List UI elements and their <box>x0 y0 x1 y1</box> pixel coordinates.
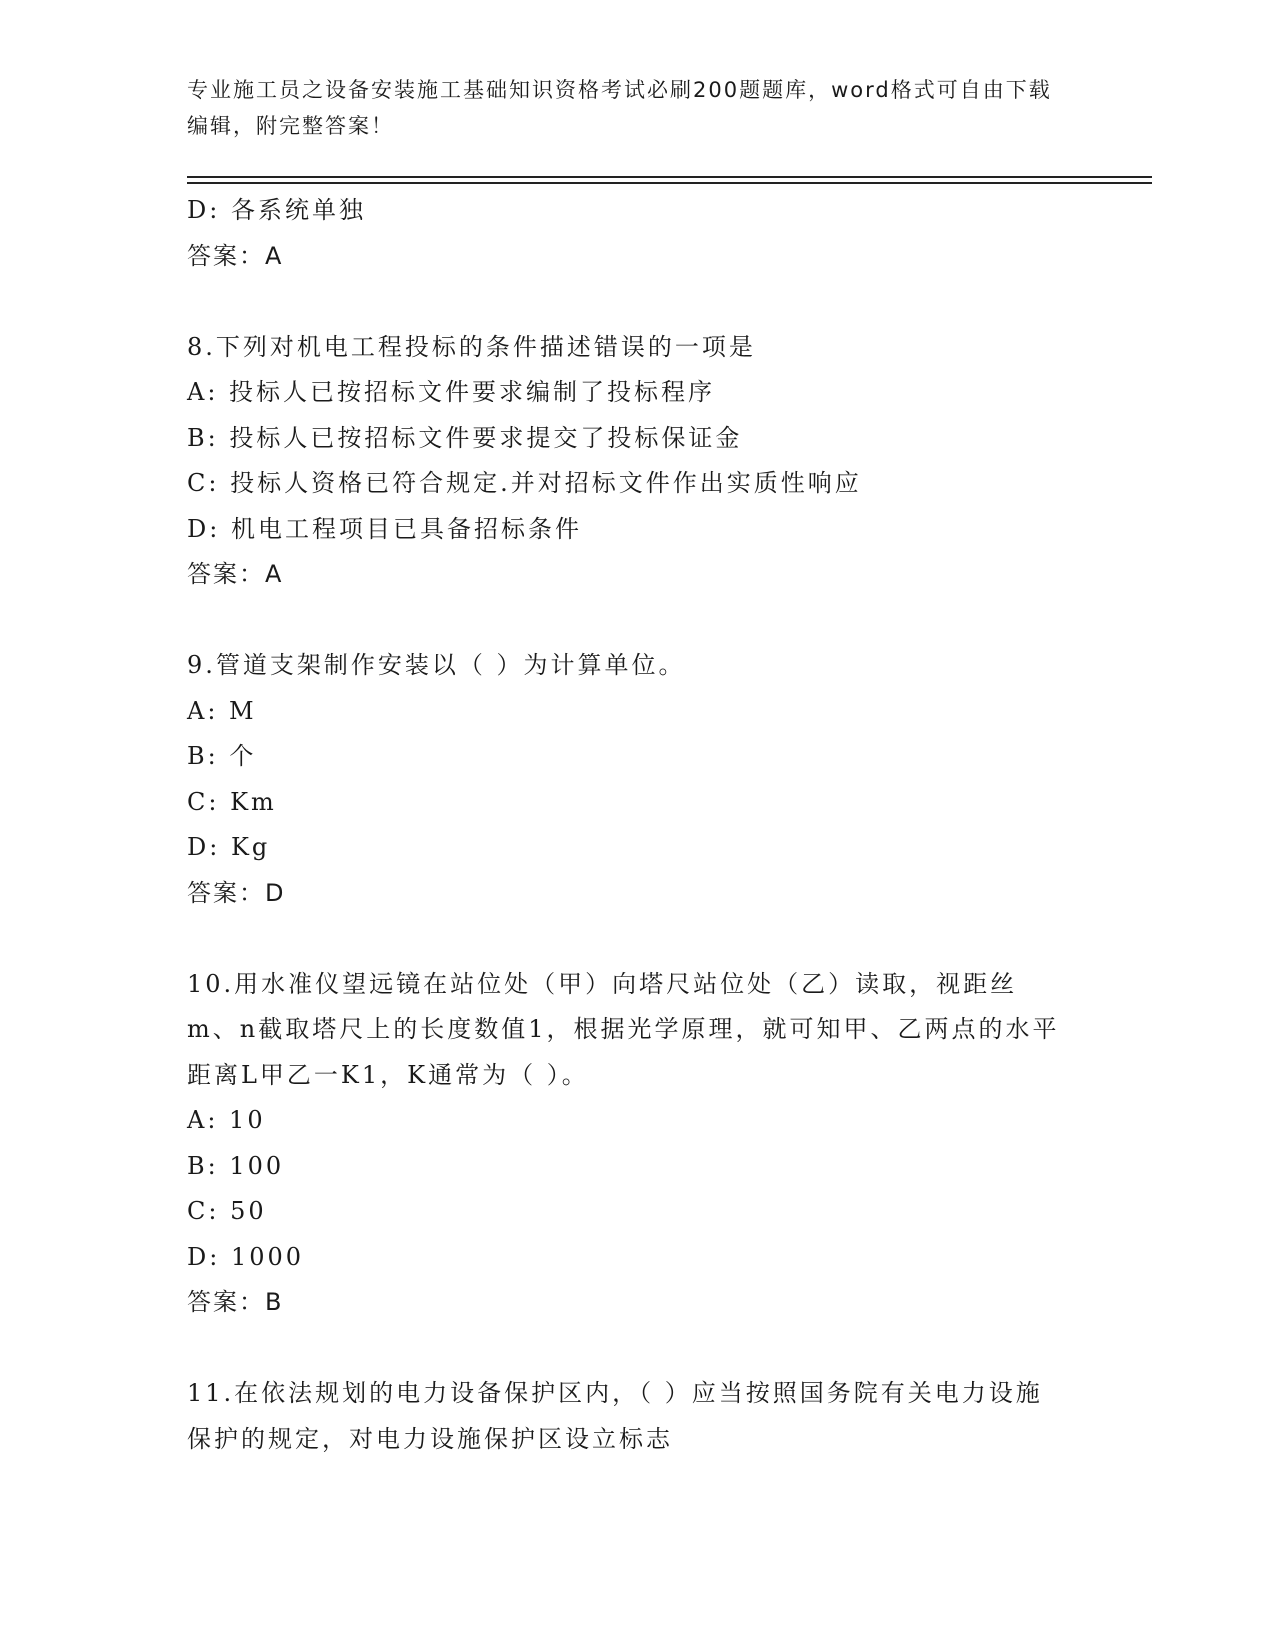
question-11-text: 11.在依法规划的电力设备保护区内，（ ）应当按照国务院有关电力设施保护的规定，对电力设施保护区设立标志 <box>187 1379 1043 1453</box>
question-9-option-d: D: Kg <box>187 833 271 861</box>
question-list <box>187 188 1087 1462</box>
question-9-answer: 答案：D <box>187 878 286 907</box>
document-header: 专业施工员之设备安装施工基础知识资格考试必刷200题题库，word格式可自由下载编辑，附完整答案！ <box>187 78 1052 138</box>
prev-option-d: D: 各系统单独 <box>187 196 366 224</box>
question-8-option-a: A: 投标人已按招标文件要求编制了投标程序 <box>187 378 716 406</box>
question-10-option-d: D: 1000 <box>187 1242 305 1271</box>
question-9-text: 9.管道支架制作安装以（ ）为计算单位。 <box>187 651 686 679</box>
question-8-option-b: B: 投标人已按招标文件要求提交了投标保证金 <box>187 423 743 452</box>
question-8-option-d: D: 机电工程项目已具备招标条件 <box>187 514 582 543</box>
header-rule-bottom <box>187 182 1152 184</box>
question-10-option-b: B: 100 <box>187 1151 285 1180</box>
spacer <box>187 916 1087 962</box>
question-9-option-c: C: Km <box>187 787 277 816</box>
spacer <box>187 1326 1087 1372</box>
question-8-answer: 答案：A <box>187 560 284 588</box>
question-10-option-a: A: 10 <box>187 1106 266 1134</box>
question-10-answer: 答案：B <box>187 1288 284 1316</box>
question-9-option-b: B: 个 <box>187 742 257 770</box>
prev-answer: 答案：A <box>187 241 284 270</box>
question-9-option-a: A: M <box>187 696 257 725</box>
question-10-option-c: C: 50 <box>187 1197 267 1225</box>
question-8-text: 8.下列对机电工程投标的条件描述错误的一项是 <box>187 332 756 361</box>
question-8-option-c: C: 投标人资格已符合规定.并对招标文件作出实质性响应 <box>187 469 862 497</box>
spacer <box>187 279 1087 325</box>
spacer <box>187 598 1087 644</box>
question-10-text: 10.用水准仪望远镜在站位处（甲）向塔尺站位处（乙）读取，视距丝m、n截取塔尺上的长度数值1，根据光学原理，就可知甲、乙两点的水平距离L甲乙一K1，K通常为（ ）。 <box>187 969 1060 1089</box>
header-rule-top <box>187 176 1152 178</box>
